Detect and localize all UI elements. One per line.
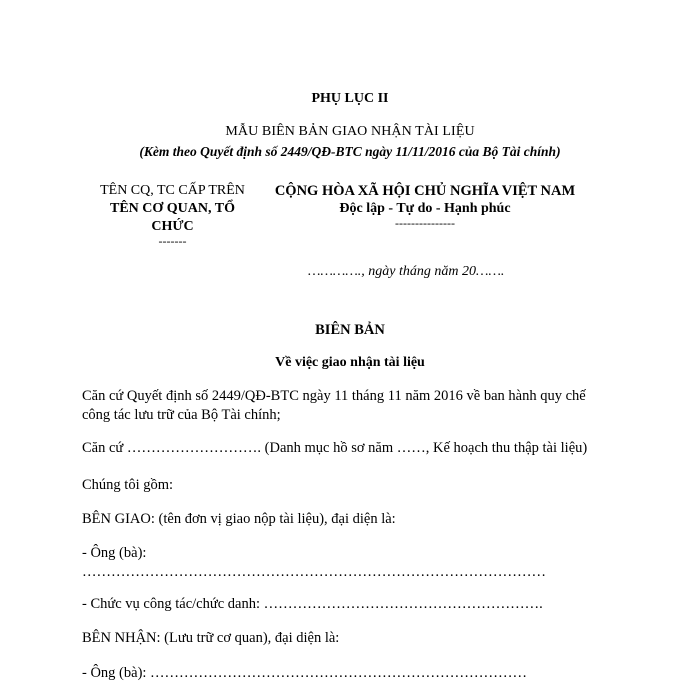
right-separator: --------------- xyxy=(395,216,455,230)
date-line: …………., ngày tháng năm 20……. xyxy=(308,264,505,279)
right-header xyxy=(255,182,595,228)
record-subtitle: Về việc giao nhận tài liệu xyxy=(275,355,425,370)
form-title: MẪU BIÊN BẢN GIAO NHẬN TÀI LIỆU xyxy=(225,124,475,139)
delivering-person-fill-line: …………………………………………………………………………………… xyxy=(82,564,546,580)
country-name: CỘNG HÒA XÃ HỘI CHỦ NGHĨA VIỆT NAM xyxy=(274,183,576,199)
receiving-person-line: - Ông (bà): …………………………………………………………………… xyxy=(82,665,528,681)
paragraph-basis-list: Căn cứ ………………………. (Danh mục hồ sơ năm ……, Kế hoạch thu thập tài liệu) xyxy=(82,440,588,456)
attached-note: (Kèm theo Quyết định số 2449/QĐ-BTC ngày 11/11/2016 của Bộ Tài chính) xyxy=(139,144,561,159)
paragraph-we-include: Chúng tôi gồm: xyxy=(82,477,174,493)
paragraph-receiving-party: BÊN NHẬN: (Lưu trữ cơ quan), đại diện là: xyxy=(82,630,340,646)
left-separator: ------- xyxy=(158,234,187,248)
paragraph-delivering-party: BÊN GIAO: (tên đơn vị giao nộp tài liệu), đại diện là: xyxy=(82,511,396,527)
left-header xyxy=(85,182,260,246)
delivering-person-label: - Ông (bà): xyxy=(82,545,147,561)
agency-name-line1: TÊN CƠ QUAN, TỔ xyxy=(110,201,235,216)
parent-agency: TÊN CQ, TC CẤP TRÊN xyxy=(100,183,245,198)
national-motto: Độc lập - Tự do - Hạnh phúc xyxy=(339,201,511,216)
appendix-title: PHỤ LỤC II xyxy=(311,91,389,106)
paragraph-legal-basis: Căn cứ Quyết định số 2449/QĐ-BTC ngày 11 tháng 11 năm 2016 về ban hành quy chế công tác lưu trữ của Bộ Tài chính; xyxy=(82,388,586,423)
record-title: BIÊN BẢN xyxy=(315,322,385,338)
delivering-position-line: - Chức vụ công tác/chức danh: …………………………………………………. xyxy=(82,596,543,612)
agency-name-line2: CHỨC xyxy=(151,219,194,234)
